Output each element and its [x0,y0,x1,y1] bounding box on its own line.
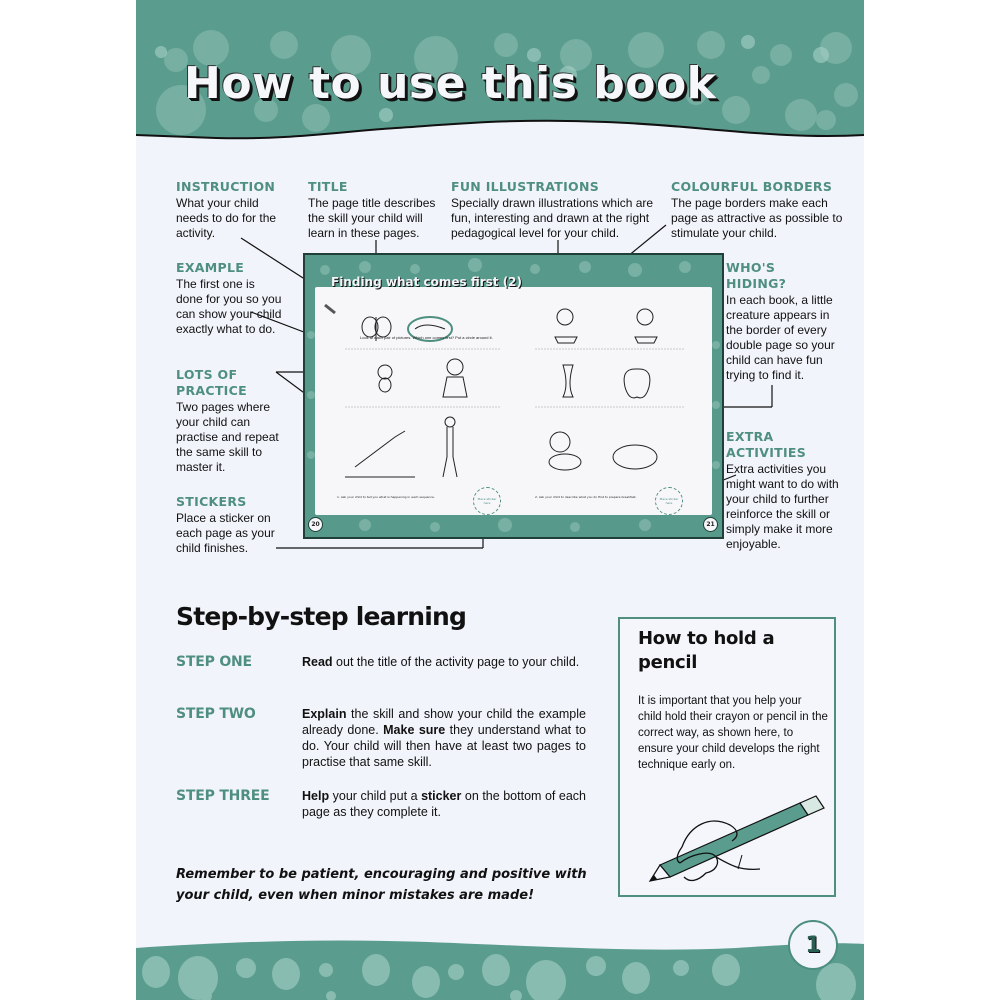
callout-colourful-borders-text: The page borders make each page as attractive as possible to stimulate your child. [671,196,843,240]
preview-extra-activity-left: 1. Ask your child to tell you what is happening in each sequence. [337,495,435,499]
hand-holding-pencil-icon [620,785,834,895]
callout-fun-illustrations-label: FUN ILLUSTRATIONS [451,179,600,194]
step-two-label: STEP TWO [176,706,256,722]
callout-practice-text: Two pages where your child can practise and repeat the same skill to master it. [176,400,279,474]
callout-instruction-label: INSTRUCTION [176,179,276,194]
page-number: 1 [788,920,838,970]
callout-stickers-label: STICKERS [176,494,247,509]
preview-instruction: Look at each pair of pictures. Which one comes first? Put a circle around it. [360,335,493,340]
preview-title: Finding what comes first (2) [331,275,523,289]
step-three-label: STEP THREE [176,788,270,804]
reminder-text: Remember to be patient, encouraging and positive with your child, even when minor mistakes are made! [176,867,587,903]
pencil-box-title: How to hold a pencil [638,628,775,673]
preview-illustrations [315,287,712,515]
book-page [136,0,864,1000]
footer-banner [136,930,864,1000]
preview-sticker-spot-right: Place sticker here [655,487,683,515]
step-three-text: Help your child put a sticker on the bottom of each page as they complete it. [302,789,587,819]
step-one-text: Read out the title of the activity page to your child. [302,655,580,669]
callout-whos-hiding-text: In each book, a little creature appears in the border of every double page so your child can have fun trying to find it. [726,293,835,382]
callout-extra-activities-text: Extra activities you might want to do with your child to further reinforce the skill or simply make it more enjoyable. [726,462,839,551]
preview-sticker-spot-left: Place sticker here [473,487,501,515]
callout-example-text: The first one is done for you so you can show your child exactly what to do. [176,277,282,336]
callout-extra-activities-label: EXTRA ACTIVITIES [726,429,807,460]
header-banner [136,0,864,150]
page-title: How to use this book [184,58,717,109]
sample-spread-preview [303,253,724,539]
callout-instruction-text: What your child needs to do for the activity. [176,196,277,240]
preview-extra-activity-right: 2. Ask your child to describe what you do first to prepare breakfast. [535,495,637,499]
callout-fun-illustrations-text: Specially drawn illustrations which are fun, interesting and drawn at the right pedagogical level for your child. [451,196,654,240]
step-two-text: Explain the skill and show your child the example already done. Make sure they understand what to do. Your child will then have at least two pages to practise that same skill. [302,707,586,769]
footer-bubbles-background [136,930,864,1000]
pencil-tip-box [618,617,836,897]
preview-page-number-left: 20 [308,517,323,532]
callout-example-label: EXAMPLE [176,260,245,275]
step-one-label: STEP ONE [176,654,252,670]
preview-page-content [315,287,712,515]
callout-whos-hiding-label: WHO'S HIDING? [726,260,787,291]
callout-colourful-borders-label: COLOURFUL BORDERS [671,179,833,194]
preview-page-number-right: 21 [703,517,718,532]
pencil-box-text: It is important that you help your child hold their crayon or pencil in the correct way, as shown here, to ensure your child develops the right technique early on. [638,695,828,771]
steps-heading: Step-by-step learning [176,602,467,631]
callout-title-text: The page title describes the skill your child will learn in these pages. [308,196,436,240]
callout-title-label: TITLE [308,179,348,194]
callout-stickers-text: Place a sticker on each page as your child finishes. [176,511,275,555]
callout-practice-label: LOTS OF PRACTICE [176,367,247,398]
